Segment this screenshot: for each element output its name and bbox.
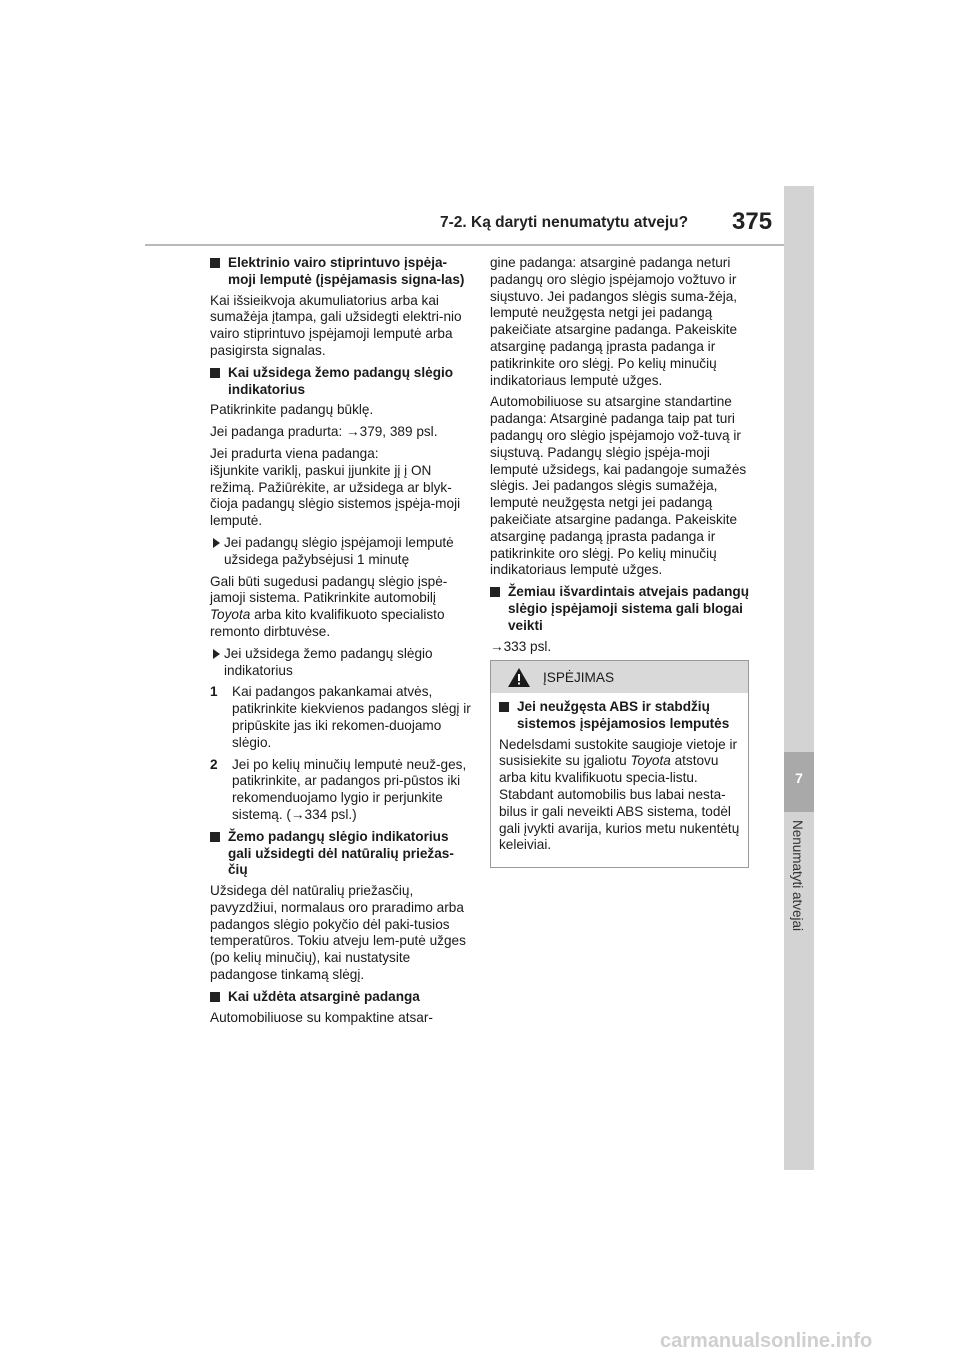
chapter-side-strip — [784, 186, 814, 1170]
section-heading — [210, 829, 472, 879]
warning-triangle-icon — [507, 667, 531, 693]
paragraph-line: Jei pradurta viena padanga: — [210, 445, 379, 461]
triangle-bullet-icon — [213, 649, 220, 659]
section-heading — [210, 989, 472, 1006]
square-bullet-icon — [490, 587, 500, 597]
square-bullet-icon — [210, 832, 220, 842]
page-reference: Jei padanga pradurta: →379, 389 psl. — [210, 424, 438, 440]
paragraph-text: Stabdant automobilis bus labai nesta-bilus ir gali neveikti ABS sistema, todėl gali įvykti avarija, kurios metu nukentėtų keleiviai. — [499, 786, 740, 853]
heading-text: Elektrinio vairo stiprintuvo įspėja-moji lemputė (įspėjamasis signa-las) — [228, 255, 465, 287]
warning-body — [491, 693, 748, 854]
chapter-number: 7 — [795, 770, 803, 786]
square-bullet-icon — [210, 992, 220, 1002]
header-divider — [145, 244, 785, 246]
heading-text: Kai užsidega žemo padangų slėgio indikatorius — [228, 364, 454, 397]
step-item — [210, 684, 472, 751]
step-number: 1 — [210, 684, 218, 700]
paragraph: Automobiliuose su atsargine standartine padanga: Atsarginė padanga taip pat turi padangų oro slėgio įspėjamojo vož-tuvą ir siųstuvą. Padangų slėgio įspėja-moji lemputė užsidegs, kai padangoje sumažės slėgis. Jei padangos slėgis sumažėja, lemputė neužgęsta netgi jei padangą pakeičiate atsargine padanga. Pakeiskite atsarginę padangą įprasta padanga ir patikrinkite oro slėgį. Po kelių minučių indikatoriaus lemputė užges. — [490, 394, 747, 578]
warning-heading — [499, 699, 740, 733]
step-text: Kai padangos pakankamai atvės, patikrinkite kiekvienos padangos slėgį ir pripūskite jas iki rekomen-duojamo slėgio. — [232, 684, 471, 750]
sub-bullet — [210, 535, 472, 569]
bullet-text: Jei padangų slėgio įspėjamoji lemputė užsidega pažybsėjusi 1 minutę — [224, 534, 454, 567]
paragraph: gine padanga: atsarginė padanga neturi padangų oro slėgio įspėjamojo vožtuvo ir siųstuvo. Jei padangos slėgis suma-žėja, lemputė neužgęsta netgi jei padangą pakeičiate atsargine padanga. Pakeiskite atsarginę padangą įprasta padanga ir patikrinkite oro slėgį. Po kelių minučių indikatoriaus lemputė užges. — [490, 255, 738, 388]
brand-name: Toyota — [210, 607, 251, 623]
paragraph — [210, 446, 472, 530]
warning-header — [491, 661, 748, 693]
square-bullet-icon — [210, 258, 220, 268]
step-text: Jei po kelių minučių lemputė neuž-ges, patikrinkite, ar padangos pri-pūstos iki rekomenduojamo lygio ir perjunkite sistemą. (→334 psl.) — [232, 756, 467, 822]
paragraph: Kai išsieikvoja akumuliatorius arba kai sumažėja įtampa, gali užsidegti elektri-nio vairo stiprintuvo įspėjamoji lemputė arba pasigirsta signalas. — [210, 292, 462, 358]
page-header-title: 7-2. Ką daryti nenumatytu atveju? — [440, 214, 689, 231]
left-column — [210, 255, 472, 1031]
page-reference: →333 psl. — [490, 638, 552, 654]
heading-text: Jei neužgęsta ABS ir stabdžių sistemos įspėjamosios lemputės — [517, 699, 730, 731]
page-number: 375 — [732, 208, 773, 235]
paragraph: Užsidega dėl natūralių priežasčių, pavyzdžiui, normalaus oro praradimo arba padangos slėgio pokyčio dėl paki-tusios temperatūros. Tokiu atveju lem-putė užges (po kelių minučių), kai nustatysite padangose tinkamą slėgį. — [210, 883, 466, 983]
heading-text: Žemiau išvardintais atvejais padangų slėgio įspėjamoji sistema gali blogai veikti — [508, 584, 749, 633]
heading-text: Kai uždėta atsarginė padanga — [228, 988, 420, 1004]
sub-bullet — [210, 646, 472, 680]
right-column — [490, 255, 752, 660]
paragraph-text: arba kito kvalifikuoto specialisto remonto dirbtuvėse. — [210, 607, 445, 639]
paragraph: Patikrinkite padangų būklę. — [210, 402, 374, 418]
step-item — [210, 757, 472, 824]
paragraph-line: išjunkite variklį, paskui įjunkite jį į ON režimą. Pažiūrėkite, ar užsidega ar blyk-čioja padangų slėgio sistemos įspėja-moji lemputė. — [210, 462, 461, 529]
paragraph-text: Nedelsdami sustokite saugioje vietoje ir susisiekite su įgaliotu — [499, 736, 738, 769]
triangle-bullet-icon — [213, 538, 220, 548]
square-bullet-icon — [210, 368, 220, 378]
watermark: carmanualsonline.info — [660, 1330, 873, 1352]
section-heading — [490, 584, 752, 634]
paragraph: Automobiliuose su kompaktine atsar- — [210, 1009, 433, 1025]
warning-title: ĮSPĖJIMAS — [543, 670, 615, 685]
paragraph — [210, 574, 472, 641]
paragraph — [499, 737, 740, 855]
square-bullet-icon — [499, 702, 509, 712]
bullet-text: Jei užsidega žemo padangų slėgio indikatorius — [224, 645, 433, 678]
chapter-label: Nenumatyti atvejai — [790, 820, 805, 932]
paragraph-text: Gali būti sugedusi padangų slėgio įspė-jamoji sistema. Patikrinkite automobilį — [210, 573, 448, 606]
warning-box — [490, 660, 749, 868]
section-heading — [210, 255, 472, 289]
brand-name: Toyota — [630, 753, 671, 769]
heading-text: Žemo padangų slėgio indikatorius gali užsidegti dėl natūralių priežas-čių — [228, 828, 454, 878]
paragraph-text: atstovu arba kitu kvalifikuotu specia-listu. — [499, 753, 719, 786]
section-heading — [210, 365, 472, 399]
step-number: 2 — [210, 756, 218, 772]
